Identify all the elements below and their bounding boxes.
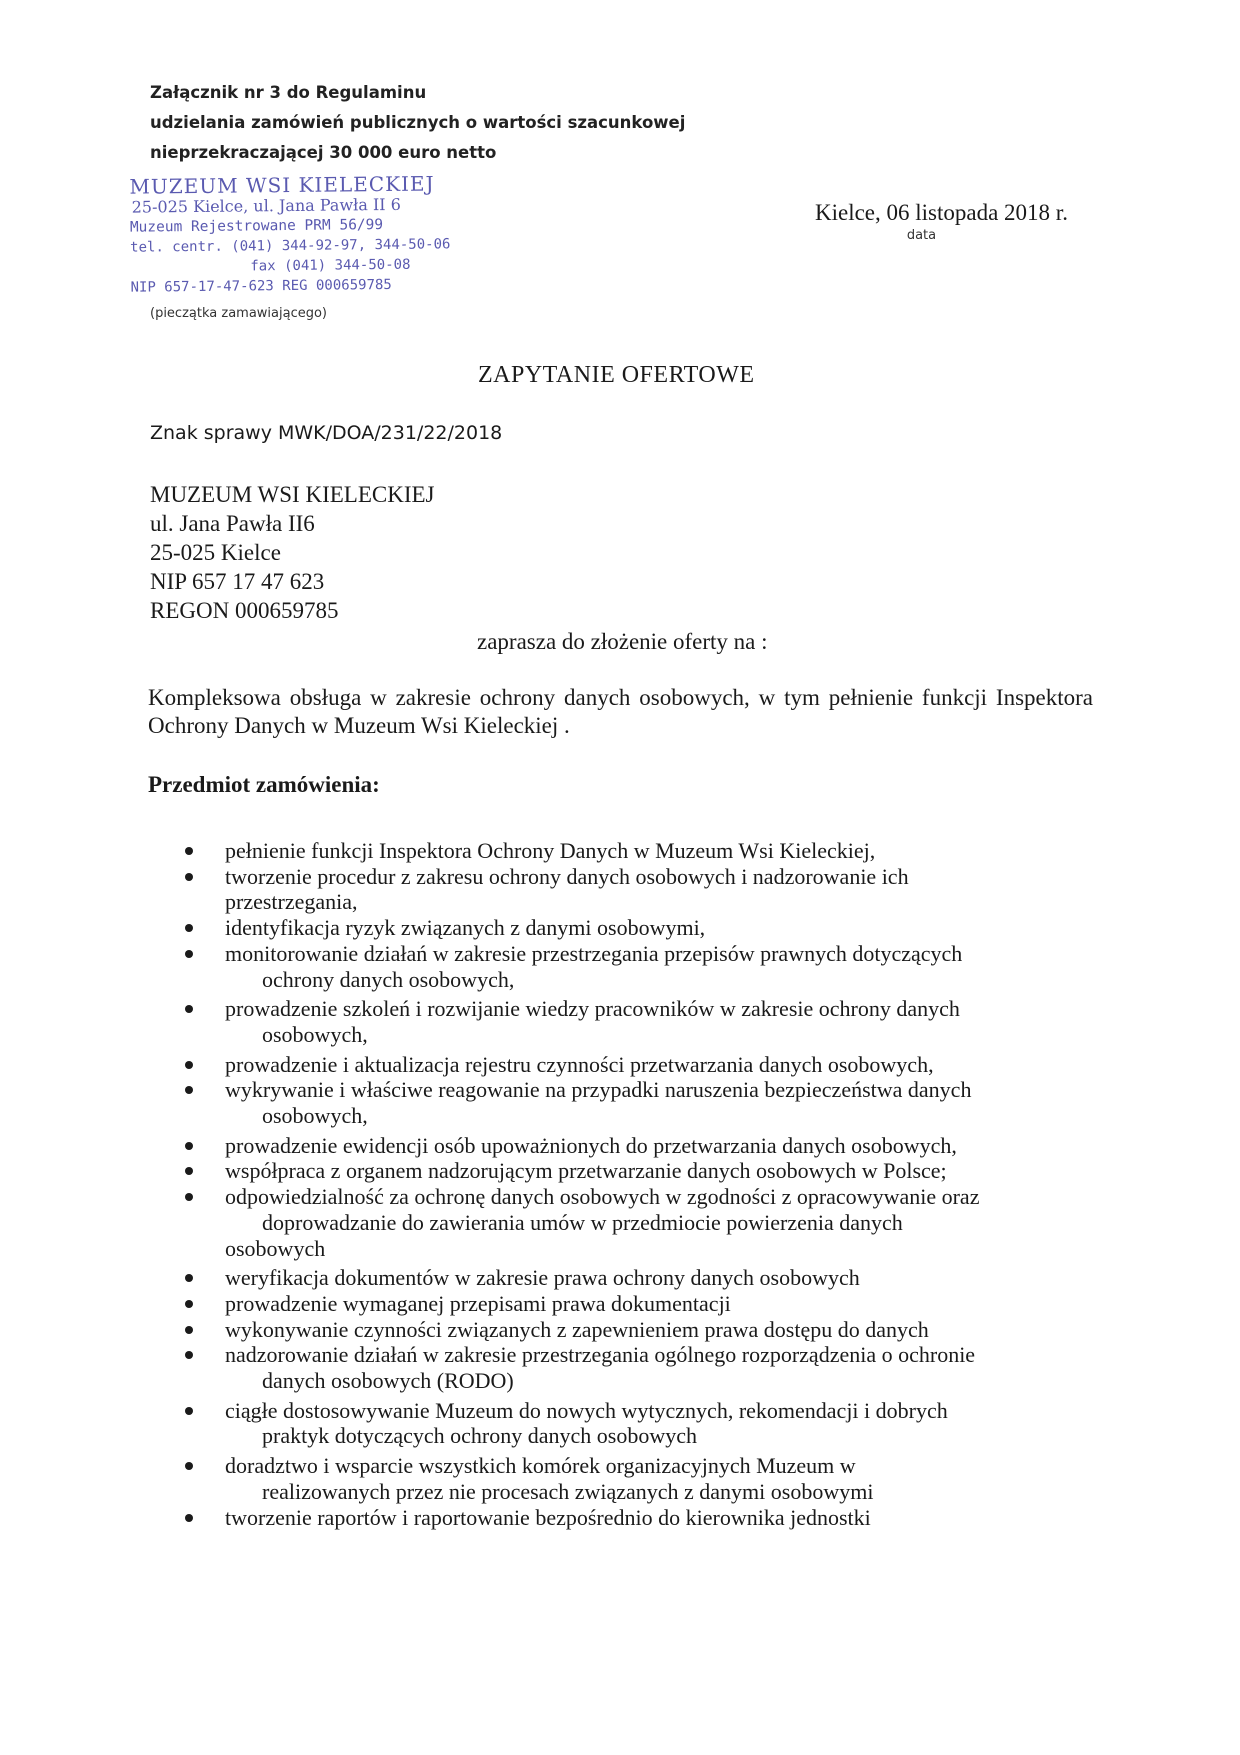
bullet-icon [185,1407,193,1415]
bullet-icon [185,924,193,932]
list-item: prowadzenie wymaganej przepisami prawa dokumentacji [185,1291,1105,1317]
stamp-nip-regon: NIP 657-17-47-623 REG 000659785 [130,276,392,296]
scope-list [185,838,1105,1530]
list-item: nadzorowanie działań w zakresie przestrzegania ogólnego rozporządzenia o ochronie danych osobowych (RODO) [185,1342,1105,1393]
document-title: ZAPYTANIE OFERTOWE [478,362,755,388]
institution-stamp [129,172,450,297]
bullet-icon [185,1514,193,1522]
list-item: wykonywanie czynności związanych z zapewnieniem prawa dostępu do danych [185,1317,1105,1343]
contracting-authority-address [150,480,435,625]
date-label: data [906,228,937,243]
address-line: REGON 000659785 [150,598,339,623]
address-line: 25-025 Kielce [150,540,281,565]
address-line: NIP 657 17 47 623 [150,569,325,594]
case-number: Znak sprawy MWK/DOA/231/22/2018 [150,422,503,444]
date-block [815,200,1068,243]
stamp-caption: (pieczątka zamawiającego) [150,306,327,321]
bullet-icon [185,1193,193,1201]
invitation-text: zaprasza do złożenie oferty na : [477,629,768,654]
bullet-icon [185,847,193,855]
list-item: prowadzenie szkoleń i rozwijanie wiedzy pracowników w zakresie ochrony danych osobowych, [185,996,1105,1047]
address-line: ul. Jana Pawła II6 [150,511,315,536]
list-item: odpowiedzialność za ochronę danych osobowych w zgodności z opracowywanie oraz doprowadzanie do zawierania umów w przedmiocie powierzenia danych osobowych [185,1184,1105,1261]
list-item: monitorowanie działań w zakresie przestrzegania przepisów prawnych dotyczących ochrony danych osobowych, [185,941,1105,992]
bullet-icon [185,1351,193,1359]
list-item: tworzenie raportów i raportowanie bezpośrednio do kierownika jednostki [185,1505,1105,1531]
list-item: współpraca z organem nadzorującym przetwarzanie danych osobowych w Polsce; [185,1158,1105,1184]
stamp-phone: tel. centr. (041) 344-92-97, 344-50-06 [130,236,451,256]
bullet-icon [185,1142,193,1150]
list-item: weryfikacja dokumentów w zakresie prawa ochrony danych osobowych [185,1265,1105,1291]
attachment-note-line: nieprzekraczającej 30 000 euro netto [150,143,497,162]
list-item: identyfikacja ryzyk związanych z danymi osobowymi, [185,915,1105,941]
list-item: prowadzenie i aktualizacja rejestru czynności przetwarzania danych osobowych, [185,1052,1105,1078]
list-item: ciągłe dostosowywanie Muzeum do nowych wytycznych, rekomendacji i dobrych praktyk dotyczących ochrony danych osobowych [185,1398,1105,1449]
list-item: prowadzenie ewidencji osób upoważnionych do przetwarzania danych osobowych, [185,1133,1105,1159]
section-heading: Przedmiot zamówienia: [148,772,380,797]
bullet-icon [185,950,193,958]
stamp-fax: fax (041) 344-50-08 [250,256,411,275]
stamp-title: MUZEUM WSI KIELECKIEJ [129,171,435,199]
bullet-icon [185,1274,193,1282]
stamp-register: Muzeum Rejestrowane PRM 56/99 [129,217,384,236]
bullet-icon [185,1462,193,1470]
attachment-note-line: Załącznik nr 3 do Regulaminu [150,83,427,102]
list-item: tworzenie procedur z zakresu ochrony danych osobowych i nadzorowanie ich przestrzegania, [185,864,1105,915]
bullet-icon [185,1061,193,1069]
attachment-note-line: udzielania zamówień publicznych o wartości szacunkowej [150,113,686,132]
bullet-icon [185,1326,193,1334]
stamp-address: 25-025 Kielce, ul. Jana Pawła II 6 [131,194,401,217]
bullet-icon [185,873,193,881]
document-date: Kielce, 06 listopada 2018 r. [815,200,1068,225]
list-item: pełnienie funkcji Inspektora Ochrony Danych w Muzeum Wsi Kieleckiej, [185,838,1105,864]
address-line: MUZEUM WSI KIELECKIEJ [150,482,435,507]
attachment-note [150,78,685,168]
bullet-icon [185,1167,193,1175]
order-subject: Kompleksowa obsługa w zakresie ochrony danych osobowych, w tym pełnienie funkcji Inspektora Ochrony Danych w Muzeum Wsi Kieleckiej . [148,685,1093,738]
list-item: wykrywanie i właściwe reagowanie na przypadki naruszenia bezpieczeństwa danych osobowych, [185,1077,1105,1128]
bullet-icon [185,1005,193,1013]
bullet-icon [185,1300,193,1308]
bullet-icon [185,1086,193,1094]
list-item: doradztwo i wsparcie wszystkich komórek organizacyjnych Muzeum w realizowanych przez nie procesach związanych z danymi osobowymi [185,1453,1105,1504]
